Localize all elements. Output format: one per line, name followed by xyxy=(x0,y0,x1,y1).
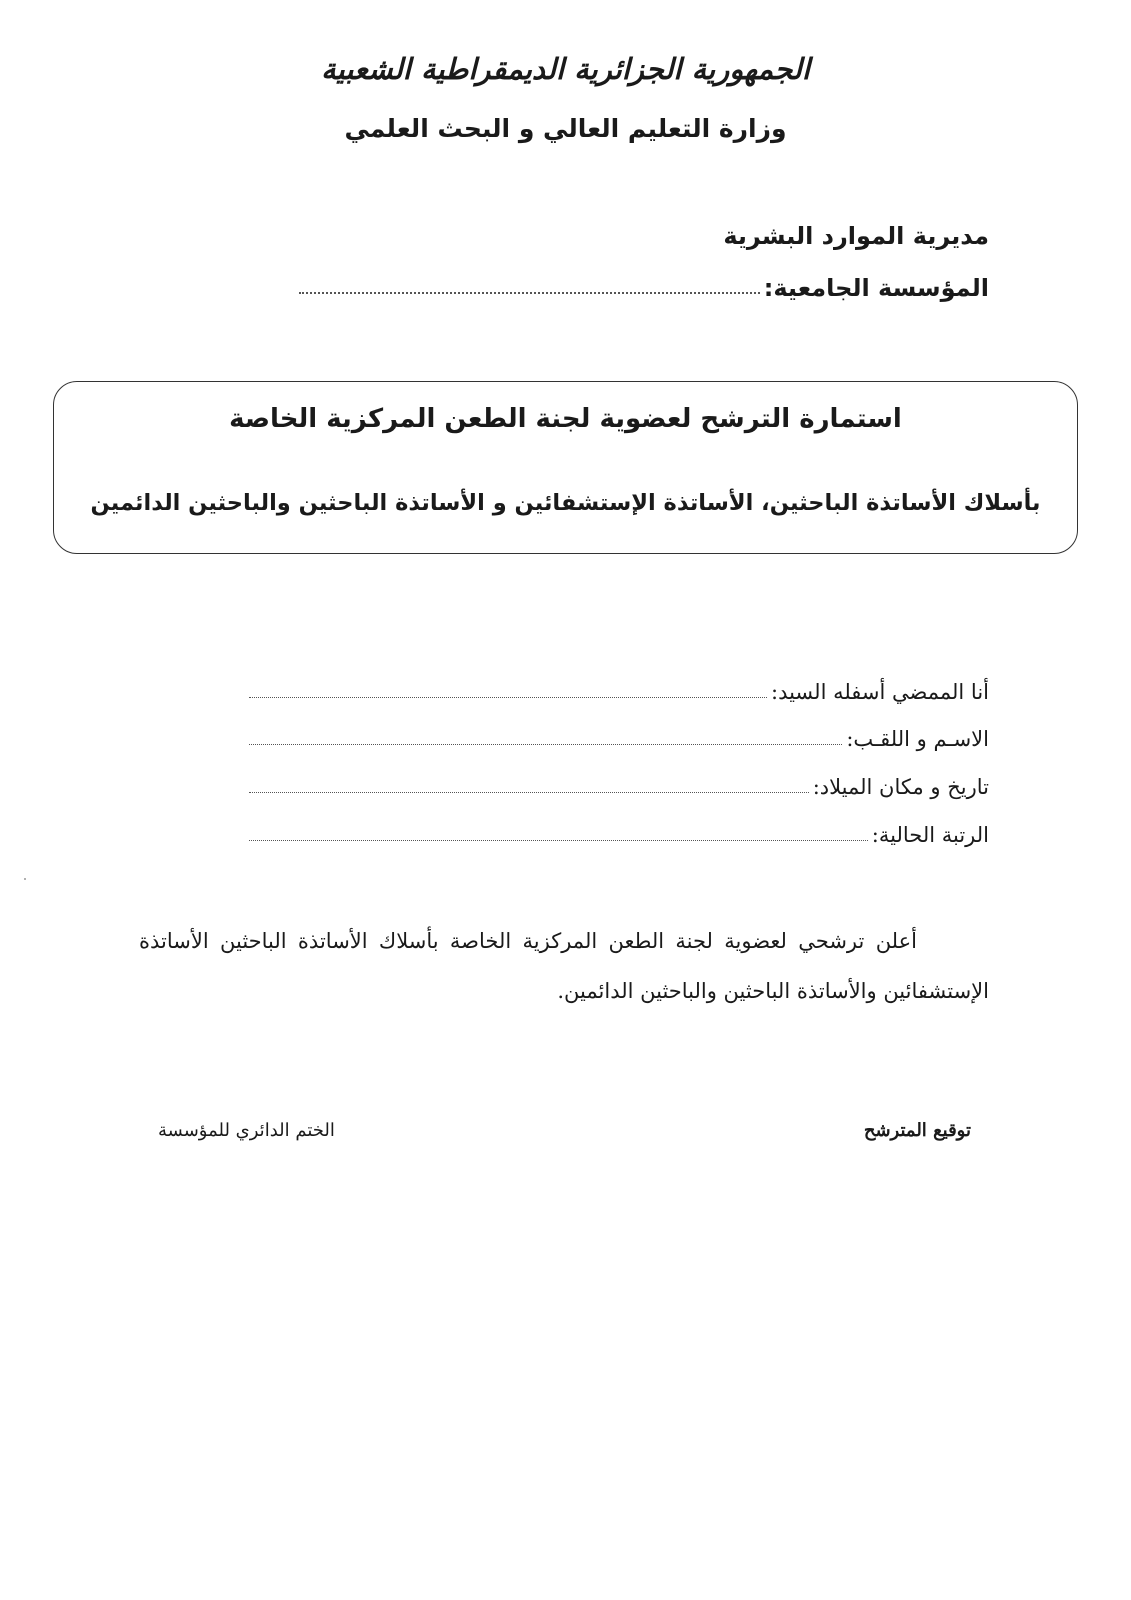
institution-row xyxy=(299,274,989,302)
field-fill-line[interactable] xyxy=(249,697,767,698)
field-fill-line[interactable] xyxy=(249,840,868,841)
field-rank xyxy=(249,823,989,847)
field-fill-line[interactable] xyxy=(249,792,809,793)
ministry-heading: وزارة التعليم العالي و البحث العلمي xyxy=(344,114,787,143)
institution-label: المؤسسة الجامعية: xyxy=(763,274,989,302)
form-title: استمارة الترشح لعضوية لجنة الطعن المركزية الخاصة xyxy=(229,404,902,434)
field-fill-line[interactable] xyxy=(249,744,842,745)
field-label: الاسـم و اللقـب: xyxy=(846,727,989,751)
candidate-signature-label: توقيع المترشح xyxy=(863,1120,971,1141)
institution-fill-line[interactable] xyxy=(299,292,760,294)
field-name xyxy=(249,727,989,751)
field-label: تاريخ و مكان الميلاد: xyxy=(812,775,989,799)
field-label: الرتبة الحالية: xyxy=(871,823,989,847)
declaration-paragraph xyxy=(139,916,989,1016)
scan-speck xyxy=(24,878,26,880)
republic-heading: الجمهورية الجزائرية الديمقراطية الشعبية xyxy=(321,52,810,86)
field-birth xyxy=(249,775,989,799)
directorate-label: مديرية الموارد البشرية xyxy=(723,222,989,250)
declaration-text: أعلن ترشحي لعضوية لجنة الطعن المركزية الخاصة بأسلاك الأساتذة الباحثين الأساتذة الإستشفائين والأساتذة الباحثين والباحثين الدائمين. xyxy=(139,929,989,1003)
field-label: أنا الممضي أسفله السيد: xyxy=(771,680,989,704)
form-subtitle: بأسلاك الأساتذة الباحثين، الأساتذة الإستشفائين و الأساتذة الباحثين والباحثين الدائمين xyxy=(90,490,1041,516)
field-undersigned xyxy=(249,680,989,704)
institution-stamp-label: الختم الدائري للمؤسسة xyxy=(158,1120,335,1141)
